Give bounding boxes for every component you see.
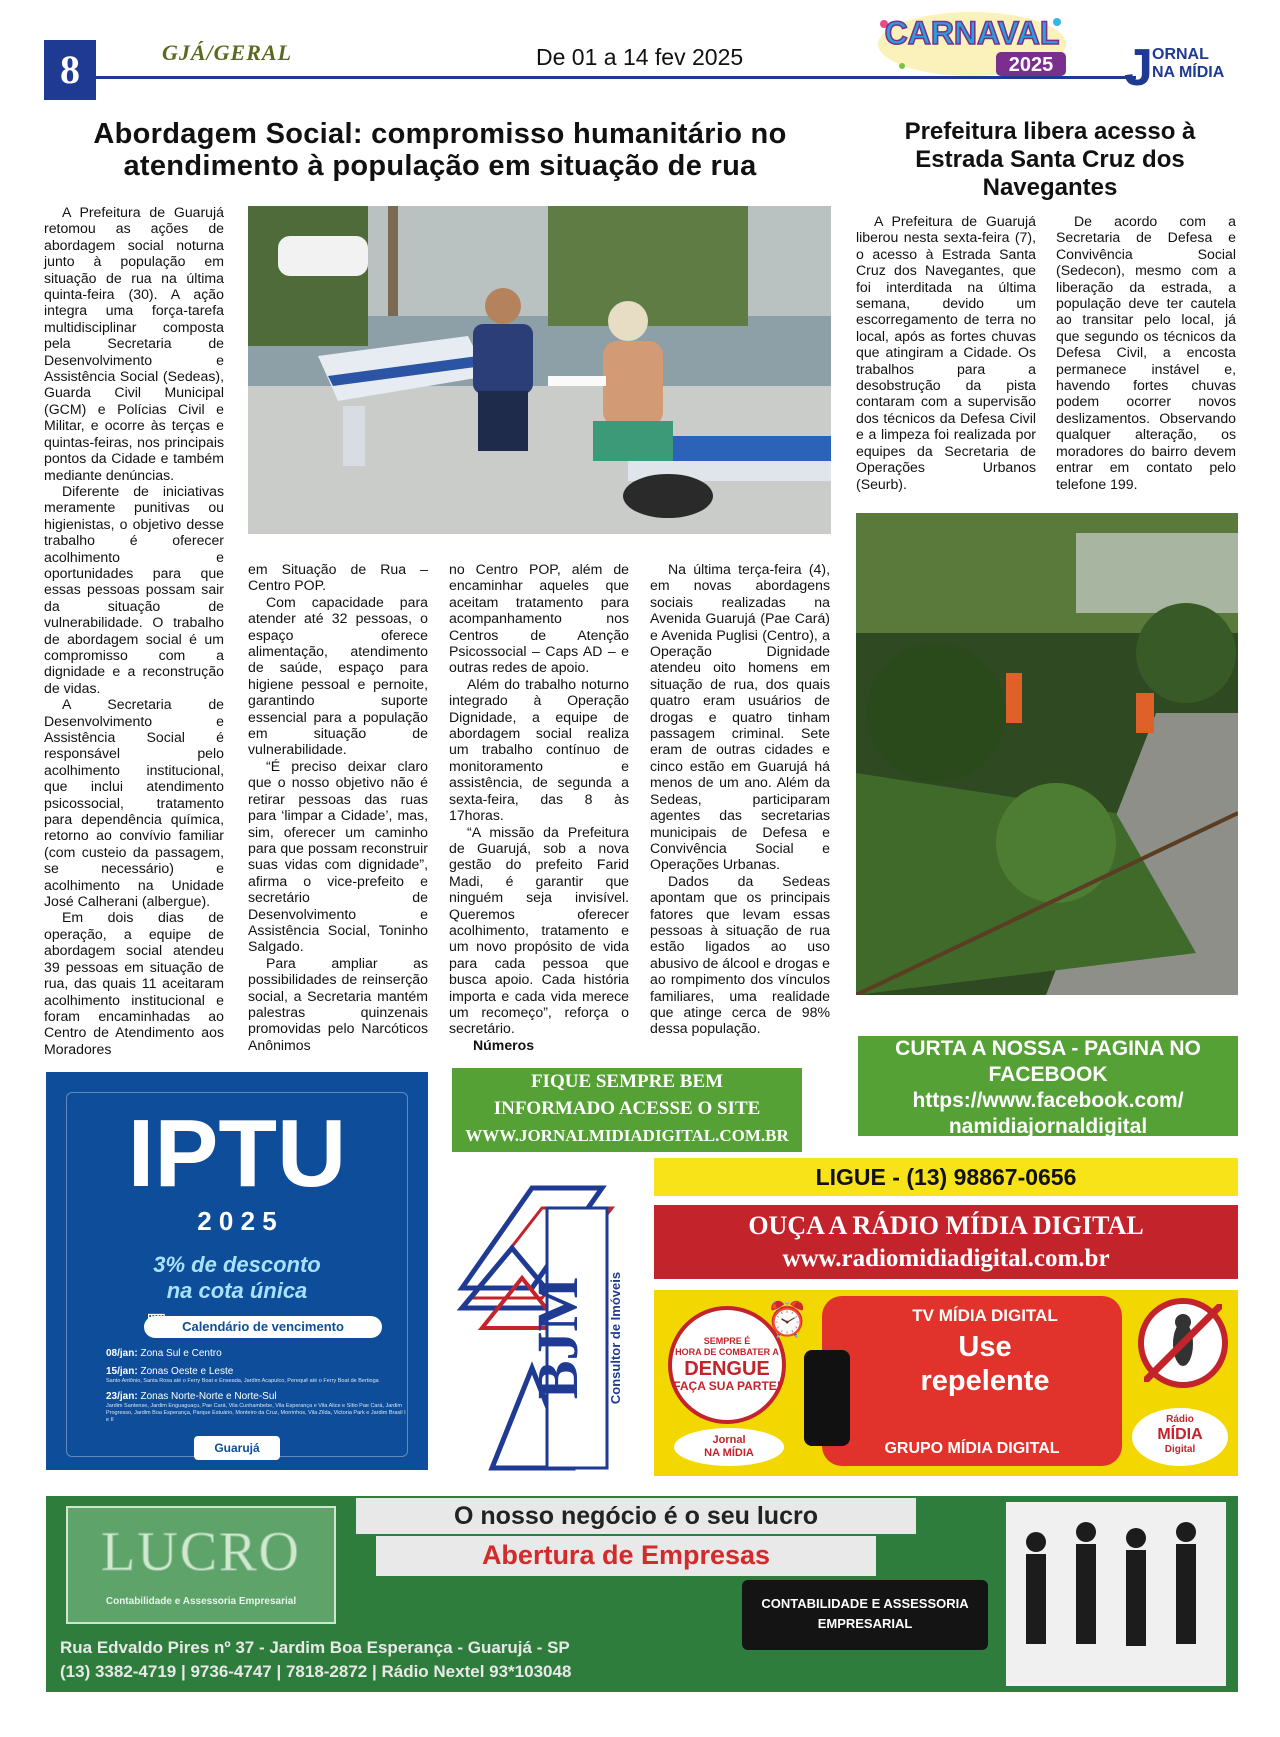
tv-use: Use [958,1331,1012,1363]
article-column-3 [449,561,629,1053]
article-column-4 [650,561,830,1037]
lucro-services-box [742,1580,988,1650]
repellent-bottle-icon [804,1350,850,1446]
logo-line2: NA MÍDIA [1152,64,1225,81]
no-mosquito-icon [1138,1298,1228,1388]
facebook-line2: FACEBOOK [988,1063,1108,1086]
paragraph: Na última terça-feira (4), em novas abordagens sociais realizadas na Avenida Guarujá (Pae Cará) e Avenida Puglisi (Centro), a Operação Dignidade atendeu oito homens em situação de rua, dos quais quatro eram usuários de drogas e quatro tinham passagem criminal. Sete eram de outras cidades e cinco estão em Guarujá há menos de um ano. Além da Sedeas, participaram agentes das secretarias municipais de Defesa e Convivência Social e Operações Urbanas. [650,561,830,873]
logo-j: J [1124,39,1153,97]
section-label: GJÁ/GERAL [162,40,293,65]
paragraph: no Centro POP, além de encaminhar aqueles que aceitam tratamento para acompanhamento nos Centros de Atenção Psicossocial – Caps AD – e outras redes de apoio. [449,561,629,676]
calendar-icon: ▦ [146,1308,167,1333]
carnaval-title: CARNAVAL [884,15,1060,51]
carnaval-year: 2025 [1008,54,1054,76]
iptu-title: IPTU [127,1100,347,1207]
iptu-calendar-label: Calendário de vencimento [144,1316,382,1338]
paragraph: A Secretaria de Desenvolvimento e Assistência Social é responsável pelo acolhimento institucional, que inclui atendimento psicossocial, tratamento para dependência química, retorno ao convívio familiar (com custeio da passagem, se necessário) e acolhimento na Unidade José Calherani (albergue). [44,696,224,910]
carnaval-logo [872,4,1072,80]
tv-title: TV MÍDIA DIGITAL [912,1306,1058,1325]
lucro-logo-sub: Contabilidade e Assessoria Empresarial [105,1596,297,1607]
lucro-slogan: O nosso negócio é o seu lucro [454,1502,818,1530]
paragraph: em Situação de Rua – Centro POP. [248,561,428,594]
date-label: 23/jan: [106,1391,138,1402]
article-column-2 [248,561,428,1053]
jornal-logo [1124,39,1234,97]
logo-line: Digital [1164,1444,1196,1455]
article-photo-road-clearing [856,513,1238,995]
article-photo-social-worker [248,206,831,534]
dengue-line2: HORA DE COMBATER A [675,1347,779,1357]
zone-label: Zonas Oeste e Leste [140,1366,234,1377]
dengue-line1: SEMPRE É [703,1336,751,1346]
tv-group: GRUPO MÍDIA DIGITAL [884,1440,1060,1457]
lucro-service: Abertura de Empresas [481,1540,771,1570]
iptu-ad[interactable] [46,1072,428,1470]
phone-ad[interactable]: LIGUE - (13) 98867-0656 [654,1158,1238,1196]
lucro-box-line1: CONTABILIDADE E ASSESSORIA [761,1596,969,1611]
site-ad-line2: INFORMADO ACESSE O SITE [493,1098,761,1119]
paragraph: Diferente de iniciativas meramente punitivas ou higienistas, o objetivo desse trabalho é oferecer acolhimento e oportunidades para que essas pessoas possam sair da situação de vulnerabilidade. O trabalho de abordagem social é um compromisso com a dignidade e a reconstrução de vidas. [44,482,224,696]
site-ad[interactable] [452,1068,802,1152]
issue-date: De 01 a 14 fev 2025 [536,44,744,70]
iptu-year: 2 0 2 5 [197,1206,277,1236]
dengue-line4: FAÇA SUA PARTE! [673,1379,781,1393]
lucro-logo-box [66,1506,336,1624]
date-label: 08/jan: [106,1348,138,1359]
paragraph: Dados da Sedeas apontam que os principais fatores que levam essas pessoas à situação de rua estão ligados ao uso abusivo de álcool e drogas e ao rompimento dos vínculos familiares, uma realidade que atinge cerca de 98% dessa população. [650,872,830,1037]
lucro-address: Rua Edvaldo Pires nº 37 - Jardim Boa Esperança - Guarujá - SP [60,1638,570,1657]
bjm-ad[interactable] [452,1168,626,1476]
zone-detail: Santo Antônio, Santa Rosa até o Ferry Boat e Enseada, Jardim Acapulco, Perequê até o Ferry Boat de Bertioga [106,1378,379,1384]
article-column-1 [44,204,224,1057]
lucro-logo: LUCRO [101,1521,301,1583]
paragraph: De acordo com a Secretaria de Defesa e Convivência Social (Sedecon), mesmo com a liberação da estrada, a população deve ter cautela ao transitar pelo local, já que segundo os técnicos da Defesa Civil, a encosta permanece instável e, havendo fortes chuvas podem ocorrer novos deslizamentos. Observando qualquer alteração, os moradores do bairro devem entrar em contato pelo telefone 199. [1056,213,1236,492]
page-number: 8 [44,40,96,100]
zone-label: Zonas Norte-Norte e Norte-Sul [140,1391,277,1402]
guaruja-logo: Guarujá [194,1436,280,1460]
paragraph: Para ampliar as possibilidades de reinserção social, a Secretaria mantém palestras quinzenais promovidas pelo Narcóticos Anônimos [248,954,428,1053]
radio-ad[interactable] [654,1205,1238,1279]
tv-repelente: repelente [920,1365,1050,1397]
zone-detail: Jardim Santense, Jardim Enguaguaçu, Pae Cará, Vila Cunhambebe, Vila Esperança e Vila Alice e Sítio Pae Cará, Jardim Progresso, Jardim Boa Esperança, Parque Estuário, Monteiro da Cruz, Morrinhos, Vila Zilda, Victoria Park e Jardim Brasil I e II [106,1403,406,1423]
logo-line: Jornal [712,1434,746,1446]
right-article-column-1 [856,213,1036,492]
logo-line: Rádio [1166,1414,1194,1425]
radio-midia-logo [1132,1408,1228,1466]
paragraph: Com capacidade para atender até 32 pessoas, o espaço oferece alimentação, atendimento de saúde, espaço para higiene pessoal e pernoite, garantindo suporte essencial para a população em situação de vulnerabilidade. [248,593,428,758]
paragraph: Em dois dias de operação, a equipe de abordagem social atendeu 39 pessoas em situação de rua, das quais 11 aceitaram acolhimento institucional e foram encaminhadas ao Centro de Atendimento aos Moradores [44,909,224,1057]
lucro-phones[interactable]: (13) 3382-4719 | 9736-4747 | 7818-2872 | Rádio Nextel 93*103048 [60,1662,572,1681]
paragraph: “É preciso deixar claro que o nosso objetivo não é retirar pessoas das ruas para ‘limpar a Cidade’, mas, sim, oferecer um caminho para que possam reconstruir suas vidas com dignidade”, afirma o vice-prefeito e secretário de Desenvolvimento e Assistência Social, Toninho Salgado. [248,757,428,955]
paragraph: A Prefeitura de Guarujá retomou as ações de abordagem social noturna junto à população em situação de rua na última quinta-feira (30). A ação integra uma força-tarefa multidisciplinar composta pela Secretaria de Desenvolvimento e Assistência Social (Sedeas), Guarda Civil Municipal (GCM) e Polícias Civil e Militar, e ocorre às terças e quintas-feiras, nos principais pontos da Cidade e também mediante denúncias. [44,204,224,483]
facebook-url[interactable]: https://www.facebook.com/ [912,1089,1184,1112]
logo-line: MÍDIA [1157,1426,1203,1443]
logo-line1: ORNAL [1152,46,1209,63]
site-ad-url[interactable]: WWW.JORNALMIDIADIGITAL.COM.BR [465,1126,789,1145]
celebrating-people-image [1006,1502,1226,1686]
lucro-ad[interactable] [46,1496,1238,1692]
date-label: 15/jan: [106,1366,138,1377]
facebook-url-2[interactable]: namidiajornaldigital [948,1115,1148,1136]
zone-label: Zona Sul e Centro [140,1348,222,1359]
tv-repelente-ad[interactable] [654,1290,1238,1476]
paragraph: “A missão da Prefeitura de Guarujá, sob a nova gestão do prefeito Farid Madi, é garantir que ninguém seja invisível. Queremos oferecer acolhimento, tratamento e um novo propósito de vida para cada pessoa que busca apoio. Cada história importa e cada vida merece um recomeço”, reforça o secretário. [449,823,629,1037]
alarm-clock-icon: ⏰ [766,1301,809,1339]
facebook-ad[interactable] [858,1036,1238,1136]
radio-url[interactable]: www.radiomidiadigital.com.br [782,1245,1110,1272]
paragraph: A Prefeitura de Guarujá liberou nesta sexta-feira (7), o acesso à Estrada Santa Cruz dos Navegantes, que foi interditada na última semana, devido um escorregamento de terra no local, após as fortes chuvas que atingiram a Cidade. Os trabalhos para a desobstrução da pista contaram com a supervisão dos técnicos da Defesa Civil e a limpeza foi realizada por equipes da Secretaria de Operações Urbanos (Seurb). [856,213,1036,492]
radio-line1: OUÇA A RÁDIO MÍDIA DIGITAL [748,1211,1144,1240]
jornal-na-midia-logo [674,1428,784,1466]
site-ad-line1: FIQUE SEMPRE BEM [530,1071,724,1092]
iptu-discount-2: na cota única [166,1278,308,1303]
logo-line: NA MÍDIA [704,1447,754,1459]
facebook-line1: CURTA A NOSSA - PAGINA NO [895,1037,1201,1060]
article-headline: Abordagem Social: compromisso humanitário no atendimento à população em situação de rua [93,118,787,182]
iptu-discount-1: 3% de desconto [153,1252,321,1277]
right-article-headline: Prefeitura libera acesso à Estrada Santa Cruz dos Navegantes [904,118,1196,201]
paragraph: Além do trabalho noturno integrado à Operação Dignidade, a equipe de abordagem social realiza um trabalho contínuo de monitoramento e assistência, de segunda a sexta-feira, das 8 às 17horas. [449,675,629,824]
right-article-column-2 [1056,213,1236,492]
lucro-box-line2: EMPRESARIAL [817,1616,913,1631]
bjm-tagline: Consultor de Imóveis [608,1271,623,1405]
dengue-line3: DENGUE [684,1358,770,1380]
bjm-logo: BJM [525,1276,590,1400]
subheading: Números [473,1036,535,1053]
